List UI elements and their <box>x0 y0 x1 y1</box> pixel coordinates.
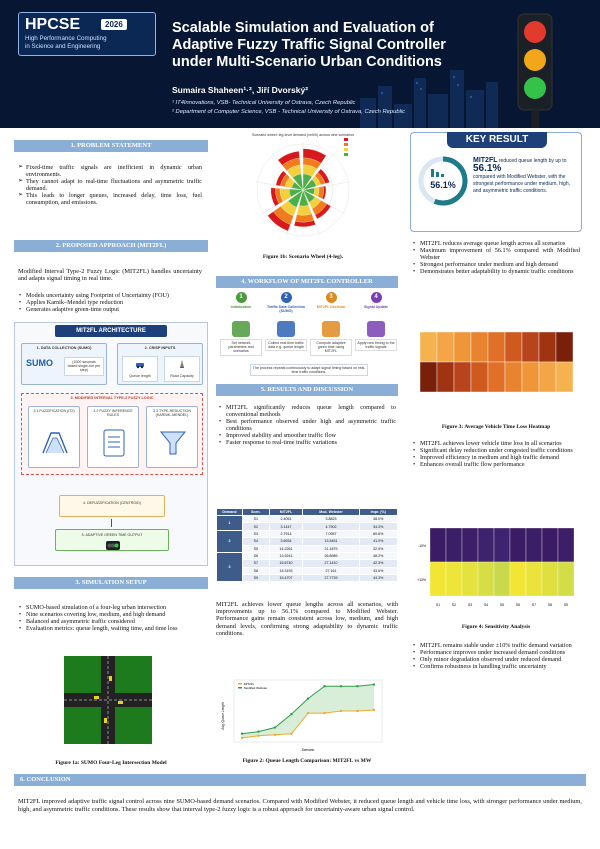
list-item: • Maximum improvement of 56.1% compared with Modified Webster <box>412 247 580 261</box>
legend-mit2fl: MIT2FL <box>244 682 255 686</box>
logo-subtitle-line: in Science and Engineering <box>25 43 101 50</box>
series-point <box>373 709 375 711</box>
list-item: ➢ This leads to longer queues, increased delay, time loss, fuel consumption, and emissions. <box>18 192 202 206</box>
figure-3-caption: Figure 3: Average Vehicle Time Loss Heatmap <box>441 424 551 430</box>
wheel-legend <box>344 138 348 156</box>
simulation-list <box>18 604 202 632</box>
step-icon <box>232 321 250 337</box>
table-row <box>217 538 398 545</box>
table-cell: 44.3% <box>359 575 398 582</box>
table-cell: 4.7902 <box>303 523 359 530</box>
type-reduction-box <box>146 406 198 468</box>
logo-subtitle <box>25 35 107 51</box>
list-item: • Demonstrates better adaptability to dynamic traffic conditions <box>412 268 580 275</box>
column-label: S2 <box>451 603 457 607</box>
heatmap-cell <box>505 362 522 392</box>
fuzzification-label: 3.1 FUZZIFICATION (IT2) <box>33 409 75 413</box>
table-header: Impr. (%) <box>359 509 398 516</box>
table-header: Demand <box>217 509 243 516</box>
queue-length-input: Queue length <box>122 356 158 382</box>
modified-it2fl-label: 3. MODIFIED INTERVAL TYPE-2 FUZZY LOGIC <box>70 396 154 400</box>
table-cell: 21.1879 <box>303 545 359 552</box>
figure-2-caption: Figure 2: Queue Length Comparison: MIT2FL vs MW <box>242 758 372 764</box>
sumo-note: (1000 seconds based single-run per step) <box>64 357 104 376</box>
table-row <box>217 516 398 523</box>
key-result-title: KEY RESULT <box>447 132 547 148</box>
column-label: S9 <box>563 603 569 607</box>
sensitivity-cell <box>430 562 446 596</box>
type-reduction-label: 3.3 TYPE-REDUCTION (KARNIK–MENDEL) <box>153 409 191 418</box>
series-point <box>356 710 358 712</box>
approach-intro: Modified Interval Type-2 Fuzzy Logic (MIT2FL) handles uncertainty and adapts signal timing in real time. <box>18 268 202 283</box>
list-item: • Faster response to real-time traffic variations <box>218 439 396 446</box>
table-cell: S5 <box>243 545 270 552</box>
heatmap-cell <box>488 362 505 392</box>
step-number: 2 <box>281 292 292 303</box>
table-cell: 41.0% <box>359 538 398 545</box>
step-description: Collect real-time traffic data e.g. queue length <box>265 339 307 351</box>
road-icon <box>177 359 187 369</box>
table-row <box>217 530 398 537</box>
table-cell: 26.8989 <box>303 552 359 559</box>
series-point <box>323 712 325 714</box>
series-point <box>274 734 276 736</box>
road-capacity-input: Road Capacity <box>164 356 200 382</box>
series-point <box>340 710 342 712</box>
column-label: S1 <box>435 603 441 607</box>
wheel-group <box>256 142 351 236</box>
workflow-step <box>310 292 352 362</box>
table-cell: 14.2261 <box>269 545 303 552</box>
table-cell: 3.6934 <box>269 538 303 545</box>
sensitivity-cell <box>462 528 478 562</box>
table-cell: 1 <box>217 516 243 531</box>
series-point <box>290 713 292 715</box>
heatmap-cell <box>454 362 471 392</box>
table-cell: 15.6740 <box>269 560 303 567</box>
heatmap-cell <box>539 362 556 392</box>
table-cell: S3 <box>243 530 270 537</box>
row-label: +10% <box>417 578 426 582</box>
list-item: • Only minor degradation observed under reduced demand <box>412 656 580 663</box>
table-cell: S6 <box>243 552 270 559</box>
arrow <box>111 519 112 527</box>
series-point <box>340 685 342 687</box>
defuzzification-label: 4. DEFUZZIFICATION (CENTROID) <box>83 501 141 505</box>
list-item: ➢ Fixed-time traffic signals are inefficient in dynamic urban environments. <box>18 164 202 178</box>
table-cell: 27.1410 <box>303 560 359 567</box>
heatmap-cell <box>420 362 437 392</box>
series-point <box>356 685 358 687</box>
conference-logo <box>18 12 156 56</box>
table-header: MIT2FL <box>269 509 303 516</box>
table-cell: 2.4051 <box>269 516 303 523</box>
sensitivity-cell <box>430 528 446 562</box>
series-point <box>323 685 325 687</box>
heatmap-cell <box>437 332 454 362</box>
list-item: • Improved efficiency in medium and high traffic demand <box>412 454 580 461</box>
sensitivity-cell <box>558 562 574 596</box>
figure-1a-caption: Figure 1a: SUMO Four-Leg Intersection Model <box>55 760 167 766</box>
list-item: • Enhances overall traffic flow performance <box>412 461 580 468</box>
key-result-value: 56.1% <box>430 180 456 190</box>
sensitivity-cell <box>558 528 574 562</box>
affiliations <box>172 99 405 117</box>
list-item: • MIT2FL achieves lower vehicle time loss in all scenarios <box>412 440 580 447</box>
key-text: reduced queue length by up to <box>498 158 567 164</box>
logo-year: 2026 <box>101 19 127 30</box>
sensitivity-cell <box>542 562 558 596</box>
series-point <box>373 683 375 685</box>
list-item: • MIT2FL remains stable under ±10% traffic demand variation <box>412 642 580 649</box>
header-banner <box>0 0 600 128</box>
list-item: • Balanced and asymmetric traffic considered <box>18 618 202 625</box>
authors: Sumaira Shaheen¹·², Jiří Dvorský² <box>172 85 309 95</box>
heatmap-cell <box>437 362 454 392</box>
step-description: Set network parameters and scenarios <box>220 339 262 356</box>
list-item: • Applies Karnik–Mendel type reduction <box>18 299 202 306</box>
sensitivity-cell <box>478 528 494 562</box>
inference-label: 3.2 FUZZY INFERENCE RULES <box>93 409 133 418</box>
sensitivity-cell <box>494 562 510 596</box>
logo-subtitle-line: High Performance Computing <box>25 35 107 42</box>
column-label: S3 <box>467 603 473 607</box>
key-result-list <box>412 240 580 275</box>
list-item: • Generates adaptive green-time output <box>18 306 202 313</box>
workflow-diagram <box>216 290 398 378</box>
row-label: -10% <box>418 544 426 548</box>
table-cell: 34.3% <box>359 523 398 530</box>
key-text2: compared with Modified Webster, with the strongest performance under medium, high, and asymmetric traffic conditions. <box>473 174 570 194</box>
signal-icon <box>106 541 120 550</box>
sumo-intersection-image <box>64 656 152 744</box>
workflow-step <box>265 292 307 362</box>
affiliation: ¹ IT4Innovations, VSB- Technical University of Ostrava, Czech Republic <box>172 100 356 106</box>
sensitivity-list <box>412 642 580 670</box>
architecture-diagram <box>14 322 208 566</box>
workflow-note: The process repeats continuously to adapt signal timing based on real-time traffic conditions. <box>250 364 368 376</box>
heatmap-cell <box>420 332 437 362</box>
heatmap-cell <box>522 332 539 362</box>
table-cell: 27.161 <box>303 567 359 574</box>
series-point <box>274 726 276 728</box>
table-cell: 3 <box>217 552 243 582</box>
heatmap-cell <box>522 362 539 392</box>
list-item: • Improved stability and smoother traffic flow <box>218 432 396 439</box>
list-item: • Evaluation metrics: queue length, waiting time, and time loss <box>18 625 202 632</box>
modified-it2fl-box <box>21 393 203 475</box>
traffic-light-icon <box>500 8 570 128</box>
green-time-output-label: 5. ADAPTIVE GREEN TIME OUTPUT <box>81 533 143 537</box>
table-cell: 32.9% <box>359 545 398 552</box>
table-cell: 3.8823 <box>303 516 359 523</box>
key-result-gauge <box>417 155 469 207</box>
sumo-logo: SUMO <box>26 358 53 368</box>
step-label: MIT2FL Decision <box>316 305 346 309</box>
sensitivity-cell <box>446 528 462 562</box>
data-collection-box <box>21 343 107 385</box>
section-header-approach: 2. PROPOSED APPROACH (MIT2FL) <box>14 240 208 252</box>
problem-list <box>18 164 202 206</box>
series-point <box>241 737 243 739</box>
section-header-results: 5. RESULTS AND DISCUSSION <box>216 384 398 396</box>
heatmap-cell <box>556 362 573 392</box>
table-cell: 13.5451 <box>303 538 359 545</box>
workflow-step <box>220 292 262 362</box>
column-label: S8 <box>547 603 553 607</box>
step-number: 4 <box>371 292 382 303</box>
wheel-title: Scenario wheel: leg-level demand (veh/h) across nine scenarios <box>252 133 354 137</box>
data-collection-label: 1. DATA COLLECTION (SUMO) <box>36 346 92 350</box>
sensitivity-heatmap <box>412 522 582 618</box>
table-cell: 42.3% <box>359 560 398 567</box>
architecture-title: MIT2FL ARCHITECTURE <box>55 325 167 337</box>
heatmap-cell <box>454 332 471 362</box>
inference-box <box>87 406 139 468</box>
list-item: • Models uncertainty using Footprint of Uncertainty (FOU) <box>18 292 202 299</box>
membership-function-icon <box>41 429 69 457</box>
list-item: ➢ They cannot adapt to real-time fluctuations and asymmetric traffic demand. <box>18 178 202 192</box>
series-point <box>290 733 292 735</box>
column-label: S6 <box>515 603 521 607</box>
table-cell: S1 <box>243 516 270 523</box>
time-loss-heatmap <box>414 324 580 410</box>
title-line: Adaptive Fuzzy Traffic Signal Controller <box>172 37 446 53</box>
table-cell: 15.4707 <box>269 575 303 582</box>
table-header: Mod. Webster <box>303 509 359 516</box>
series-point <box>257 735 259 737</box>
sensitivity-cell <box>462 562 478 596</box>
step-icon <box>367 321 385 337</box>
table-cell: 38.0% <box>359 516 398 523</box>
key-highlight: 56.1% <box>473 163 502 174</box>
car-icon <box>135 359 145 369</box>
key-result-card <box>410 132 582 232</box>
y-axis-label: Avg. Queue Length <box>221 702 225 730</box>
list-item: • Strongest performance under medium and high demand <box>412 261 580 268</box>
crisp-inputs-box <box>117 343 203 385</box>
table-cell: 15.3193 <box>269 567 303 574</box>
title-line: under Multi-Scenario Urban Conditions <box>172 54 442 70</box>
table-row <box>217 560 398 567</box>
table-cell: 13.9241 <box>269 552 303 559</box>
section-header-simulation: 3. SIMULATION SETUP <box>14 577 208 589</box>
sensitivity-cell <box>478 562 494 596</box>
step-icon <box>277 321 295 337</box>
series-point <box>307 697 309 699</box>
x-axis-label: Scenario <box>301 748 315 752</box>
list-item: • MIT2FL reduces average queue length across all scenarios <box>412 240 580 247</box>
scenario-wheel-chart <box>240 128 366 246</box>
key-result-text <box>473 157 577 195</box>
table-cell: S4 <box>243 538 270 545</box>
heatmap-cell <box>505 332 522 362</box>
heatmap-cell <box>488 332 505 362</box>
title-line: Scalable Simulation and Evaluation of <box>172 20 434 36</box>
list-item: • Performance improves under increased demand conditions <box>412 649 580 656</box>
list-item: • Best performance observed under high and asymmetric traffic conditions <box>218 418 396 432</box>
results-table <box>216 508 398 582</box>
sensitivity-cell <box>542 528 558 562</box>
table-cell: 27.7739 <box>303 575 359 582</box>
results-list <box>218 404 396 446</box>
step-label: Signal Update <box>364 305 388 309</box>
sensitivity-cell <box>526 562 542 596</box>
column-label: S7 <box>531 603 537 607</box>
heatmap-cell <box>471 332 488 362</box>
section-header-workflow: 4. WORKFLOW OF MIT2FL CONTROLLER <box>216 276 398 288</box>
sensitivity-cell <box>526 528 542 562</box>
step-number: 3 <box>326 292 337 303</box>
figure-1b-caption: Figure 1b: Scenario Wheel (4-leg). <box>262 254 344 260</box>
table-cell: 3.1447 <box>269 523 303 530</box>
table-cell: 2.7914 <box>269 530 303 537</box>
funnel-icon <box>159 429 187 457</box>
key-head: MIT2FL <box>473 157 498 164</box>
step-description: Compute adaptive green time using MIT2FL <box>310 339 352 356</box>
heatmap-cell <box>556 332 573 362</box>
table-row <box>217 567 398 574</box>
heatmap-cell <box>471 362 488 392</box>
step-label: Traffic Data Collection (SUMO) <box>267 305 305 314</box>
list-item: • Confirms robustness in handling traffic uncertainty <box>412 663 580 670</box>
section-header-problem: 1. PROBLEM STATEMENT <box>14 140 208 152</box>
poster-title <box>172 20 502 71</box>
table-cell: 60.6% <box>359 530 398 537</box>
step-icon <box>322 321 340 337</box>
table-cell: S9 <box>243 575 270 582</box>
series-point <box>307 712 309 714</box>
fuzzification-box <box>28 406 80 468</box>
figure-4-caption: Figure 4: Sensitivity Analysis <box>461 624 531 630</box>
sensitivity-cell <box>446 562 462 596</box>
sensitivity-cell <box>510 562 526 596</box>
list-item: • Nine scenarios covering low, medium, and high demand <box>18 611 202 618</box>
list-item: • MIT2FL significantly reduces queue length compared to conventional methods <box>218 404 396 418</box>
approach-list <box>18 292 202 313</box>
table-row <box>217 523 398 530</box>
step-label: Initialization <box>230 305 252 309</box>
heatmap-cell <box>539 332 556 362</box>
conclusion-text: MIT2FL improved adaptive traffic signal control across nine SUMO-based demand scenarios. Compared with Modified Webster, it reduced queue length and vehicle time loss, with stronger performance under medium, high, and asymmetric traffic conditions. These results show that interval type-2 fuzzy logic is a robust approach for uncertainty-aware urban signal control. <box>18 798 582 813</box>
table-header: Scen. <box>243 509 270 516</box>
workflow-step <box>355 292 397 362</box>
table-row <box>217 545 398 552</box>
heatmap-list <box>412 440 580 468</box>
affiliation: ² Department of Computer Science, VSB - Technical University of Ostrava, Czech Republic <box>172 109 406 115</box>
green-time-output-box <box>55 529 169 551</box>
sensitivity-cell <box>510 528 526 562</box>
list-item: • Significant delay reduction under congested traffic conditions <box>412 447 580 454</box>
heatmap-cells <box>420 332 573 392</box>
step-description: Apply new timing to the traffic signals <box>355 339 397 351</box>
table-cell: S8 <box>243 567 270 574</box>
list-item: • SUMO-based simulation of a four-leg urban intersection <box>18 604 202 611</box>
table-cell: 2 <box>217 530 243 552</box>
results-paragraph: MIT2FL achieves lower queue lengths across all scenarios, with improvements up to 56.1% compared to Modified Webster. Performance gains remain consistent across low, medium, and high demand levels, confirming strong adaptability to dynamic traffic conditions. <box>216 601 398 637</box>
series-point <box>257 730 259 732</box>
table-cell: 48.2% <box>359 552 398 559</box>
logo-name: HPCSE <box>25 16 81 33</box>
legend-webster: Modified Webster <box>244 686 268 690</box>
crisp-inputs-label: 2. CRISP INPUTS <box>144 346 176 350</box>
table-cell: S2 <box>243 523 270 530</box>
table-row <box>217 552 398 559</box>
rules-icon <box>102 429 126 457</box>
table-cell: 7.0957 <box>303 530 359 537</box>
queue-length-line-chart <box>218 676 388 754</box>
series-point <box>241 733 243 735</box>
table-row <box>217 575 398 582</box>
column-label: S5 <box>499 603 505 607</box>
section-header-conclusion: 6. CONCLUSION <box>14 774 586 786</box>
table-cell: 43.6% <box>359 567 398 574</box>
column-label: S4 <box>483 603 489 607</box>
sensitivity-cells <box>417 528 574 607</box>
sensitivity-cell <box>494 528 510 562</box>
step-number: 1 <box>236 292 247 303</box>
table-cell: S7 <box>243 560 270 567</box>
defuzzification-box <box>59 495 165 517</box>
